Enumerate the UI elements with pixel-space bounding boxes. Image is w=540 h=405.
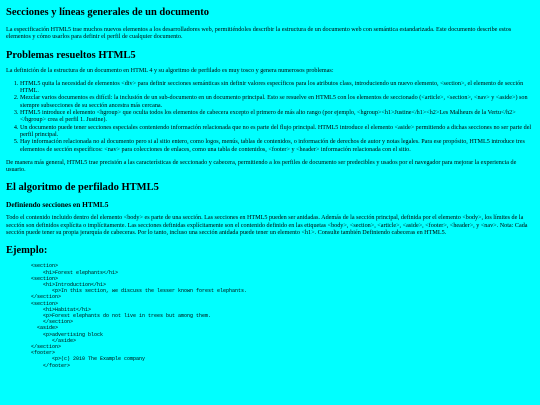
problems-lead: La definición de la estructura de un documento en HTML 4 y su algoritmo de perfilado es muy tosco y genera numerosos problemas: [6, 67, 334, 74]
problems-closing: De manera más general, HTML5 trae precisión a las características de seccionado y cabecera, permitiendo a los perfiles de documento ser predecibles y usados por el navegador para mejorar la experiencia de usuario. [6, 159, 517, 174]
list-item: 3. HTML5 introduce el elemento <hgroup> que oculta todos los elementos de cabecera excepto el primero de más alto rango (por ejemplo, <hgroup><h1>Justine</h1><h2>Les Malheurs de la Vertu</h2></hgroup> crea el perfil 1. Justine). [20, 110, 534, 125]
intro-paragraph: La especificación HTML5 trae muchos nuevos elementos a los desarrolladores web, permitiéndoles describir la estructura de un documento web con semántica estandarizada. Este documento describe estos elementos y cómo usarlos para definir el perfil de cualquier documento. [6, 27, 512, 41]
algorithm-body: Todo el contenido incluido dentro del elemento <body> es parte de una sección. Las secciones en HTML5 pueden ser anidadas. Además de la sección principal, definida por el elemento <body>, los límites de la sección son definidos explícita o implícitamente. Las secciones definidas explícitamente son el contenido definido en las etiquetas <body>, <section>, <article>, <aside>, <footer>, <header>, y <nav>. Nota: Cada sección puede tener su propia jerarquía de cabeceras. Por lo tanto, incluso una sección anidada puede tener un elemento <h1>. Consulte también Definiendo cabeceras en HTML5. [6, 215, 528, 237]
algorithm-subheading: Definiendo secciones en HTML5 [6, 200, 109, 210]
problems-heading: Problemas resueltos HTML5 [6, 49, 136, 61]
list-item: 2. Mezclar varios documentos es difícil: la inclusión de un sub-documento en un documento principal. Esto se resuelve en HTML5 con los elementos de seccionado (<article>, <section>, <nav> y <aside>) son siempre subsecciones de su sección ancestra más cercana. [20, 95, 534, 110]
list-item: 5. Hay información relacionada no al documento pero si al sitio entero, como logos, menús, tablas de contenidos, o información de derechos de autor y notas legales. Para ese propósito, HTML5 introduce tres elementos de sección específicos: <nav> para colecciones de enlaces, como una tabla de contenidos, <footer> y <header> información relacionada con el sitio. [20, 139, 534, 154]
list-item: 1. HTML5 quita la necesidad de elementos <div> para definir secciones semánticas sin definir valores específicos para los atributos class, introduciendo un nuevo elemento, <section>, el elemento de sección HTML. [20, 81, 534, 96]
example-heading: Ejemplo: [6, 245, 48, 257]
algorithm-heading: El algoritmo de perfilado HTML5 [6, 182, 159, 194]
list-item: 4. Un documento puede tener secciones especiales conteniendo información relacionada que no es parte del flujo principal. HTML5 introduce el elemento <aside> permitiendo a dichas secciones no ser parte del perfil principal. [20, 125, 534, 140]
problems-list [6, 81, 534, 154]
page-title: Secciones y líneas generales de un documento [6, 7, 209, 18]
example-code-block: <section> <h1>Forest elephants</h1> <section> <h1>Introduction</h1> <p>In this section, we discuss the lesser known forest elephants. </section> <section> <h1>Habitat</h1> <p>Forest elephants do not live in trees but among them. </section> <aside> <p>advertising block </aside> </section> <footer> <p>(c) 2010 The Example company </footer> [31, 263, 248, 369]
